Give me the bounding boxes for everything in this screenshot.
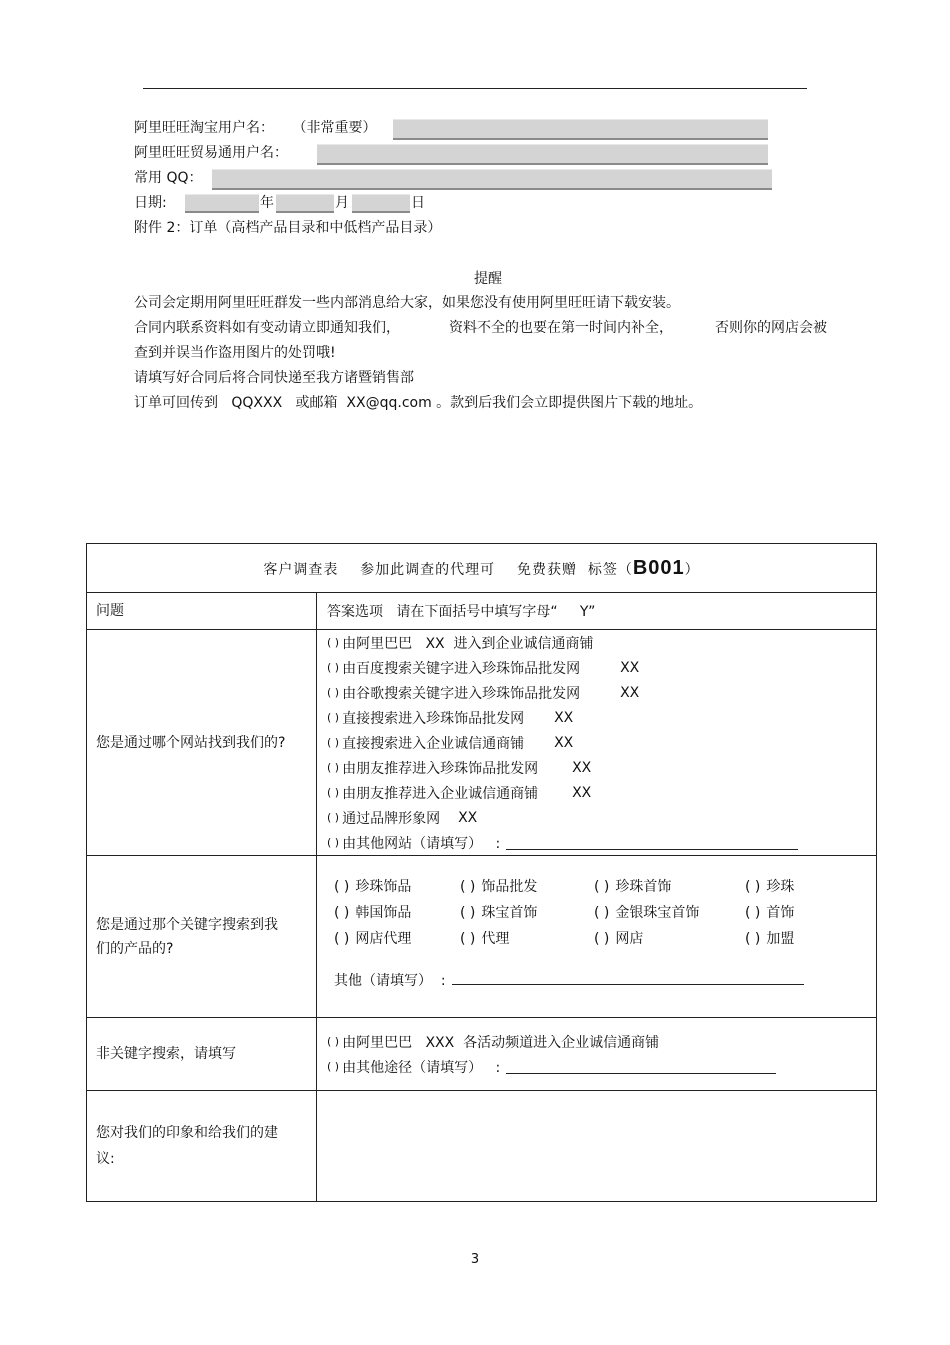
reminder-line-1: 公司会定期用阿里旺旺群发一些内部消息给大家，如果您没有使用阿里旺旺请下载安装。 — [134, 295, 680, 311]
trade-username-field[interactable] — [317, 144, 768, 165]
reminder-title: 提醒 — [474, 271, 502, 287]
keyword-option-10[interactable]: ( ) 代理 — [460, 931, 510, 947]
q2-other-input-line[interactable] — [452, 970, 804, 985]
q3-option-1[interactable]: ( ) 由阿里巴巴 XXX 各活动频道进入企业诚信通商铺 — [327, 1034, 660, 1051]
date-day-label: 日 — [411, 195, 425, 211]
date-year-field[interactable] — [185, 194, 259, 213]
keyword-option-5[interactable]: ( ) 韩国饰品 — [334, 905, 412, 921]
q1-option-4[interactable]: ( ) 直接搜索进入珍珠饰品批发网 XX — [327, 709, 574, 727]
survey-title: 客户调查表 参加此调查的代理可 免费获赠 标签（B001） — [87, 544, 877, 593]
q1-option-8[interactable]: ( ) 通过品牌形象网 XX — [327, 809, 478, 827]
reminder-line-2a: 合同内联系资料如有变动请立即通知我们， — [134, 320, 400, 336]
date-month-field[interactable] — [276, 194, 334, 213]
date-day-field[interactable] — [352, 194, 410, 213]
keyword-option-1[interactable]: ( ) 珍珠饰品 — [334, 879, 412, 895]
question-1: 您是通过哪个网站找到我们的? — [87, 630, 317, 856]
reminder-line-2b: 资料不全的也要在第一时间内补全， — [449, 320, 673, 336]
keyword-option-7[interactable]: ( ) 金银珠宝首饰 — [594, 905, 700, 921]
taobao-username-field[interactable] — [393, 119, 768, 140]
keyword-option-12[interactable]: ( ) 加盟 — [745, 931, 795, 947]
keyword-option-4[interactable]: ( ) 珍珠 — [745, 879, 795, 895]
keyword-option-2[interactable]: ( ) 饰品批发 — [460, 879, 538, 895]
q1-option-6[interactable]: ( ) 由朋友推荐进入珍珠饰品批发网 XX — [327, 759, 592, 777]
q3-option-other[interactable]: ( ) 由其他途径（请填写） : — [327, 1054, 876, 1079]
date-year-label: 年 — [260, 195, 274, 211]
q2-other[interactable]: 其他（请填写） : — [327, 970, 876, 990]
taobao-username-note: （非常重要） — [292, 120, 377, 136]
question-4: 您对我们的印象和给我们的建议: — [87, 1091, 317, 1202]
reminder-line-5: 订单可回传到 QQXXX 或邮箱 XX@qq.com 。款到后我们会立即提供图片下载的地址。 — [134, 395, 703, 411]
qq-label: 常用 QQ： — [134, 170, 203, 186]
q1-option-2[interactable]: ( ) 由百度搜索关键字进入珍珠饰品批发网 XX — [327, 659, 640, 677]
q1-option-7[interactable]: ( ) 由朋友推荐进入企业诚信通商铺 XX — [327, 784, 592, 802]
header-rule — [143, 88, 807, 89]
q1-option-3[interactable]: ( ) 由谷歌搜索关键字进入珍珠饰品批发网 XX — [327, 684, 640, 702]
reminder-line-3: 查到并误当作盗用图片的处罚哦! — [134, 345, 336, 361]
taobao-username-label: 阿里旺旺淘宝用户名： （非常重要） — [134, 120, 377, 136]
q1-other-input-line[interactable] — [506, 835, 798, 850]
trade-username-label: 阿里旺旺贸易通用户名： — [134, 145, 288, 161]
question-2: 您是通过那个关键字搜索到我们的产品的? — [87, 856, 317, 1018]
reminder-line-4: 请填写好合同后将合同快递至我方诸暨销售部 — [134, 370, 414, 386]
q1-option-5[interactable]: ( ) 直接搜索进入企业诚信通商铺 XX — [327, 734, 574, 752]
keyword-option-3[interactable]: ( ) 珍珠首饰 — [594, 879, 672, 895]
keyword-grid — [327, 876, 876, 948]
date-month-label: 月 — [335, 195, 349, 211]
column-header-answer: 答案选项 请在下面括号中填写字母“ Y” — [317, 593, 877, 630]
keyword-option-11[interactable]: ( ) 网店 — [594, 931, 644, 947]
customer-survey-table — [86, 543, 877, 1202]
question-3-options — [317, 1018, 877, 1091]
q1-option-other[interactable]: ( ) 由其他网站（请填写） : — [327, 830, 876, 855]
q3-other-input-line[interactable] — [506, 1059, 776, 1074]
column-header-question: 问题 — [87, 593, 317, 630]
page-number: 3 — [470, 1252, 480, 1267]
question-2-options — [317, 856, 877, 1018]
attachment-note: 附件 2：订单（高档产品目录和中低档产品目录） — [134, 220, 442, 236]
qq-field[interactable] — [212, 169, 772, 190]
keyword-option-8[interactable]: ( ) 首饰 — [745, 905, 795, 921]
keyword-option-6[interactable]: ( ) 珠宝首饰 — [460, 905, 538, 921]
question-4-answer-box[interactable] — [317, 1091, 877, 1202]
date-label: 日期: — [134, 195, 167, 211]
reminder-line-2c: 否则你的网店会被 — [715, 320, 827, 336]
question-3: 非关键字搜索，请填写 — [87, 1018, 317, 1091]
question-1-options — [317, 630, 877, 856]
q1-option-1[interactable]: ( ) 由阿里巴巴 XX 进入到企业诚信通商铺 — [327, 635, 594, 652]
keyword-option-9[interactable]: ( ) 网店代理 — [334, 931, 412, 947]
survey-code: B001 — [632, 556, 685, 579]
